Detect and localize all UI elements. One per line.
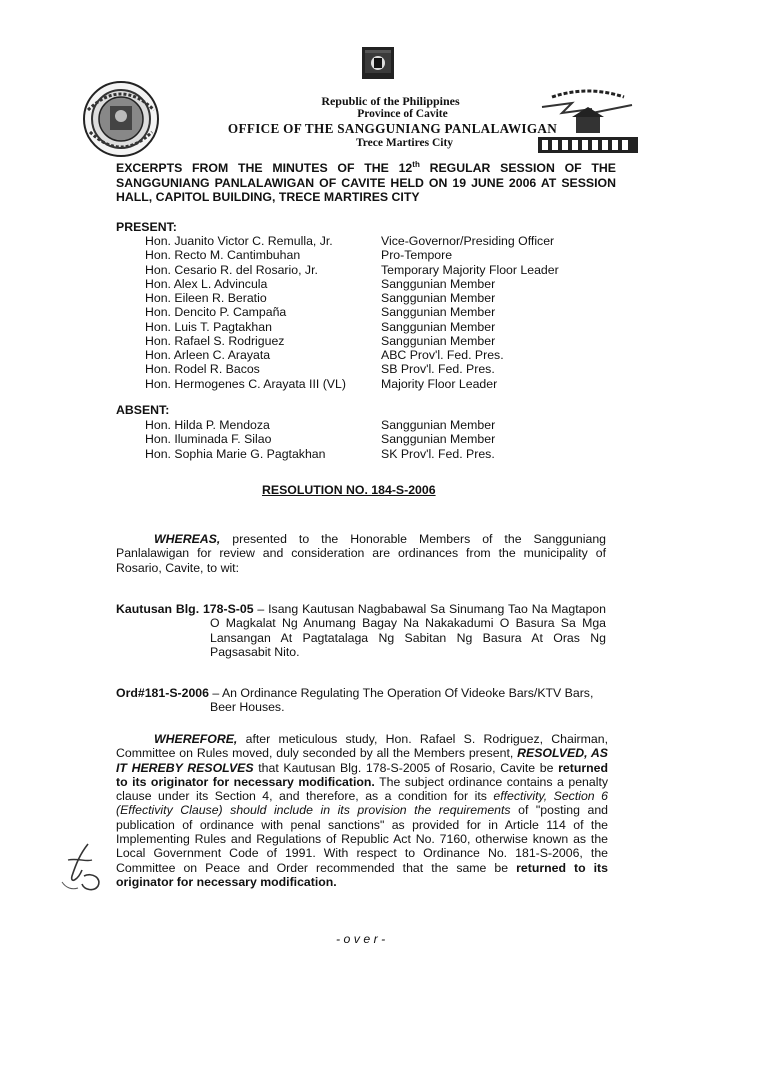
present-member-role: Sanggunian Member <box>381 319 496 334</box>
present-member-role: Majority Floor Leader <box>381 376 498 391</box>
header-top-emblem <box>361 46 395 80</box>
present-member-role: Sanggunian Member <box>381 305 496 320</box>
present-member-name: Hon. Arleen C. Arayata <box>145 348 271 362</box>
wherefore-paragraph: WHEREFORE, after meticulous study, Hon. Rafael S. Rodriguez, Chairman, Committee on Rules moved, duly seconded by all the Members present, RESOLVED, AS IT HEREBY RESOLVES that Kautusan Blg. 178-S-2005 of Rosario, Cavite be returned to its originator for necessary modification. The subject ordinance contains a penalty clause under its Section 4, and therefore, as a condition for its effectivity, Section 6 (Effectivity Clause) should include in its provision the requirements of "posting and publication of ordinance with penal sanctions" as provided for in Article 114 of the Implementing Rules and Regulations of Republic Act No. 7160, otherwise known as the Local Government Code of 1991. With respect to Ordinance No. 181-S-2006, the Committee on Peace and Order recommended that the same be returned to its originator for necessary modification. <box>116 732 609 889</box>
ordinance-item-cont: Beer Houses. <box>210 700 285 714</box>
present-member-role: Sanggunian Member <box>381 291 496 305</box>
present-member-role: Sanggunian Member <box>381 276 496 291</box>
header-office: OFFICE OF THE SANGGUNIANG PANLALAWIGAN <box>227 121 558 136</box>
present-member-role: ABC Prov'l. Fed. Pres. <box>381 348 504 362</box>
present-member-name: Hon. Juanito Victor C. Remulla, Jr. <box>145 234 333 248</box>
absent-label: ABSENT: <box>116 403 170 417</box>
present-member-name: Hon. Luis T. Pagtakhan <box>145 319 272 334</box>
header-province: Province of Cavite <box>357 108 448 120</box>
present-member-role: SB Prov'l. Fed. Pres. <box>381 362 495 377</box>
present-member-name: Hon. Rafael S. Rodriguez <box>145 333 285 348</box>
whereas-paragraph: WHEREAS, presented to the Honorable Members of the Sangguniang Panlalawigan for review and consideration are ordinances from the municipality of Rosario, Cavite, to wit: <box>116 532 606 575</box>
present-member-role: Pro-Tempore <box>381 248 453 263</box>
present-member-name: Hon. Eileen R. Beratio <box>145 291 267 305</box>
present-member-role: Temporary Majority Floor Leader <box>381 262 559 277</box>
present-member-name: Hon. Rodel R. Bacos <box>145 362 260 377</box>
absent-member-name: Hon. Sophia Marie G. Pagtakhan <box>145 446 326 461</box>
ordinance-item: Ord#181-S-2006 – An Ordinance Regulating The Operation Of Videoke Bars/KTV Bars, <box>116 686 594 700</box>
absent-member-name: Hon. Hilda P. Mendoza <box>145 418 270 432</box>
kautusan-item: Kautusan Blg. 178-S-05 – Isang Kautusan Nagbabawal Sa Sinumang Tao Na Magtapon O Magkalat Ng Anumang Bagay Na Nakakadumi O Basura Sa Mga Lansangan At Pagtatalaga Ng Sabitan Ng Basura At Oras Ng Pagsasabit Nito. <box>116 602 606 659</box>
header-republic: Republic of the Philippines <box>321 94 460 108</box>
absent-member-role: SK Prov'l. Fed. Pres. <box>381 446 495 461</box>
present-member-role: Vice-Governor/Presiding Officer <box>381 234 555 248</box>
resolution-title: RESOLUTION NO. 184-S-2006 <box>262 483 436 497</box>
over-indicator: - o v e r - <box>336 932 386 946</box>
present-label: PRESENT: <box>116 220 177 234</box>
handwritten-initials <box>58 840 110 896</box>
absent-member-role: Sanggunian Member <box>381 432 496 447</box>
present-member-role: Sanggunian Member <box>381 333 496 348</box>
absent-member-role: Sanggunian Member <box>381 418 496 432</box>
excerpts-heading: EXCERPTS FROM THE MINUTES OF THE 12th REGULAR SESSION OF THE SANGGUNIANG PANLALAWIGAN OF CAVITE HELD ON 19 JUNE 2006 AT SESSION HALL, CAPITOL BUILDING, TRECE MARTIRES CITY <box>116 159 616 204</box>
present-member-name: Hon. Dencito P. Campaña <box>145 305 287 320</box>
present-member-name: Hon. Hermogenes C. Arayata III (VL) <box>145 376 346 391</box>
header-city: Trece Martires City <box>355 137 454 149</box>
present-member-name: Hon. Recto M. Cantimbuhan <box>145 248 301 263</box>
present-member-name: Hon. Cesario R. del Rosario, Jr. <box>145 262 318 277</box>
present-member-name: Hon. Alex L. Advincula <box>145 276 268 291</box>
absent-member-name: Hon. Iluminada F. Silao <box>145 432 272 447</box>
